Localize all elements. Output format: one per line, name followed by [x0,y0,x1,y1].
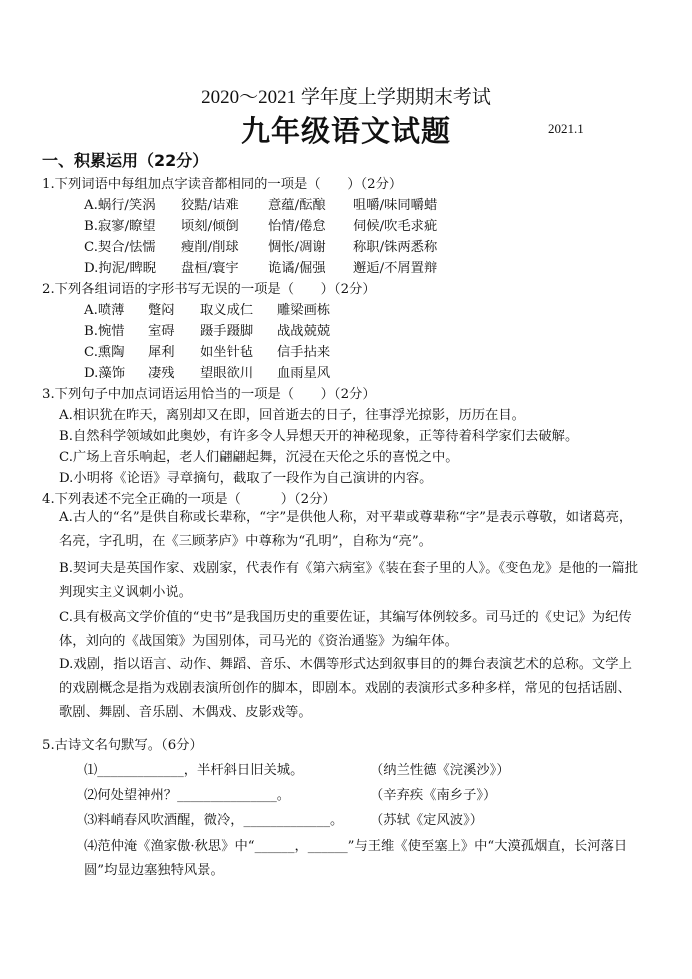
q2-b-1: B.惋惜 [84,324,125,339]
q3-option-d: D.小明将《论语》寻章摘句，截取了一段作为自己演讲的内容。 [59,471,433,486]
q1-d-2: 盘桓/寰宇 [181,261,239,276]
q1-d-4: 邂逅/不屑置辩 [353,261,438,276]
exam-date: 2021.1 [548,121,584,136]
q1-c-3: 惆怅/凋谢 [268,240,326,255]
q1-a-4: 咀嚼/味同嚼蜡 [353,198,438,213]
q1-stem: 1.下列词语中每组加点字读音都相同的一项是（ ）（2分） [42,177,403,192]
q2-d-1: D.藻饰 [84,366,126,381]
exam-title: 九年级语文试题 [240,114,451,148]
q1-d-3: 诡谲/倔强 [268,261,326,276]
q1-a-1: A.蜗行/笑涡 [84,198,156,213]
q5-item-4-text: ⑷范仲淹《渔家傲·秋思》中“______，______”与王维《使至塞上》中“大漠孤烟直，长河落日圆”均显边塞独特风景。 [84,839,628,878]
q2-a-1: A.喷薄 [84,303,125,318]
q2-stem: 2.下列各组词语的字形书写无误的一项是（ ）（2分） [42,282,376,297]
q2-a-3: 取义成仁 [200,303,254,318]
q1-d-1: D.拘泥/睥睨 [84,261,157,276]
q2-d-2: 凄残 [148,366,175,381]
q2-b-2: 室碍 [148,324,175,339]
q5-item-3-source: （苏轼《定风波》） [370,813,484,828]
q1-c-4: 称职/铢两悉称 [353,240,438,255]
q5-item-1-source: （纳兰性德《浣溪沙》） [370,763,510,778]
q4-option-b: B.契诃夫是英国作家、戏剧家，代表作有《第六病室》《装在套子里的人》。《变色龙》是他的一篇批判现实主义讽刺小说。 [59,561,639,600]
q3-option-a: A.相识犹在昨天，离别却又在即，回首逝去的日子，往事浮光掠影，历历在目。 [59,408,525,423]
q4-option-a: A.古人的“名”是供自称或长辈称，“字”是供他人称，对平辈或尊辈称“字”是表示尊敬，如诸葛亮，名亮，字孔明，在《三顾茅庐》中尊称为“孔明”，自称为“亮”。 [59,510,633,549]
q1-b-3: 怡情/倦怠 [268,219,326,234]
q2-c-1: C.熏陶 [84,345,125,360]
exam-subtitle: 2020～2021 学年度上学期期末考试 [201,87,491,108]
q5-item-2-text: ⑵何处望神州？_______________。 [84,788,291,803]
q5-item-2-source: （辛弃疾《南乡子》） [370,788,497,803]
section-heading: 一、积累运用（22分） [42,151,209,170]
q3-option-c: C.广场上音乐响起，老人们翩翩起舞，沉浸在天伦之乐的喜悦之中。 [59,450,459,465]
q2-c-2: 犀利 [148,345,175,360]
q1-a-3: 意蕴/酝酿 [268,198,326,213]
q5-item-3-text: ⑶料峭春风吹酒醒，微冷，_____________。 [84,813,344,828]
q1-b-2: 顷刻/倾倒 [181,219,239,234]
q2-a-4: 雕梁画栋 [277,303,331,318]
q2-c-3: 如坐针毡 [200,345,254,360]
q3-stem: 3.下列句子中加点词语运用恰当的一项是（ ）（2分） [42,387,376,402]
q2-b-3: 蹑手蹑脚 [200,324,254,339]
q4-stem: 4.下列表述不完全正确的一项是（ ）（2分） [42,492,336,507]
q1-c-2: 瘦削/削球 [181,240,239,255]
q3-option-b: B.自然科学领域如此奥妙，有许多令人异想天开的神秘现象，正等待着科学家们去破解。 [59,429,579,444]
q2-d-4: 血雨星风 [277,366,331,381]
q2-a-2: 蹩闷 [148,303,175,318]
q1-b-4: 伺候/吹毛求疵 [353,219,438,234]
q4-option-d: D.戏剧，指以语言、动作、舞蹈、音乐、木偶等形式达到叙事目的的舞台表演艺术的总称。文学上的戏剧概念是指为戏剧表演所创作的脚本，即剧本。戏剧的表演形式多种多样，常见的包括话剧、歌剧、舞剧、音乐剧、木偶戏、皮影戏等。 [59,657,632,720]
q2-d-3: 望眼欲川 [200,366,254,381]
q2-b-4: 战战兢兢 [277,324,331,339]
q1-a-2: 狡黠/诘难 [181,198,239,213]
q1-b-1: B.寂寥/瞭望 [84,219,156,234]
q2-c-4: 信手拈来 [277,345,331,360]
q5-stem: 5.古诗文名句默写。（6分） [42,738,203,753]
q4-option-c: C.具有极高文学价值的“史书”是我国历史的重要佐证，其编写体例较多。司马迁的《史记》为纪传体，刘向的《战国策》为国别体，司马光的《资治通鉴》为编年体。 [59,610,632,649]
q5-item-1-text: ⑴_____________，半杆斜日旧关城。 [84,763,304,778]
q1-c-1: C.契合/怯懦 [84,240,156,255]
